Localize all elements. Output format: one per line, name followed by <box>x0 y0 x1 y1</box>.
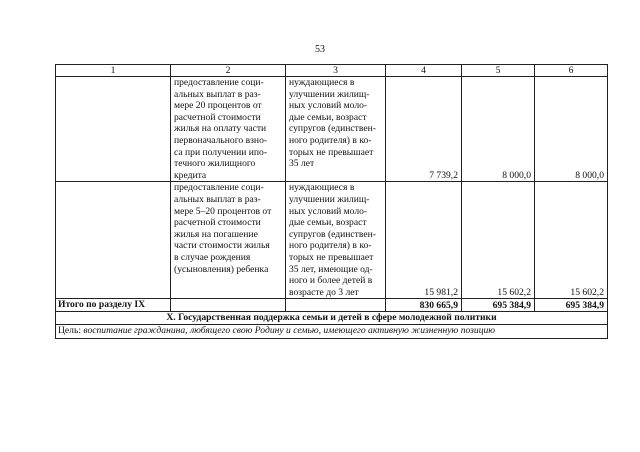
cell-value: 15 981,2 <box>386 182 462 299</box>
cell-col1 <box>56 77 171 182</box>
total-empty <box>286 299 386 312</box>
section-header-row <box>56 312 608 325</box>
table-row <box>56 77 608 182</box>
column-header: 3 <box>286 65 386 77</box>
cell-measure: предоставление соци- альных выплат в раз- мере 20 процентов от расчетной стоимости жилья на оплату части первоначального взно- са при получении ипо- течного жилищного кредита <box>171 77 286 182</box>
column-header: 1 <box>56 65 171 77</box>
cell-col1 <box>56 182 171 299</box>
goal-label: Цель: <box>58 325 82 337</box>
cell-value: 15 602,2 <box>462 182 535 299</box>
column-header: 2 <box>171 65 286 77</box>
goal-cell <box>56 325 608 339</box>
column-header: 5 <box>462 65 535 77</box>
total-value: 695 384,9 <box>535 299 608 312</box>
cell-value: 7 739,2 <box>386 77 462 182</box>
cell-value: 8 000,0 <box>462 77 535 182</box>
page-number: 53 <box>315 44 325 55</box>
table-header-row <box>56 65 608 77</box>
cell-recipients: нуждающиеся в улучшении жилищ- ных условий моло- дые семьи, возраст супругов (единствен- ного родителя) в ко- торых не превышает 35 лет, имеющие од- ного и более детей в возрасте до 3 лет <box>286 182 386 299</box>
column-header: 4 <box>386 65 462 77</box>
total-row <box>56 299 608 312</box>
goal-row <box>56 325 608 339</box>
budget-table <box>55 64 608 339</box>
total-label: Итого по разделу IX <box>56 299 171 312</box>
total-empty <box>171 299 286 312</box>
section-title: X. Государственная поддержка семьи и детей в сфере молодежной политики <box>56 312 608 325</box>
total-value: 830 665,9 <box>386 299 462 312</box>
cell-measure: предоставление соци- альных выплат в раз- мере 5–20 процентов от расчетной стоимости жилья на погашение части стоимости жилья в случае рождения (усыновления) ребенка <box>171 182 286 299</box>
total-value: 695 384,9 <box>462 299 535 312</box>
column-header: 6 <box>535 65 608 77</box>
table-row <box>56 182 608 299</box>
cell-value: 8 000,0 <box>535 77 608 182</box>
cell-recipients: нуждающиеся в улучшении жилищ- ных условий моло- дые семьи, возраст супругов (единствен- ного родителя) в ко- торых не превышает 35 лет <box>286 77 386 182</box>
goal-text: воспитание гражданина, любящего свою Родину и семью, имеющего активную жизненную позицию <box>83 325 496 337</box>
cell-value: 15 602,2 <box>535 182 608 299</box>
